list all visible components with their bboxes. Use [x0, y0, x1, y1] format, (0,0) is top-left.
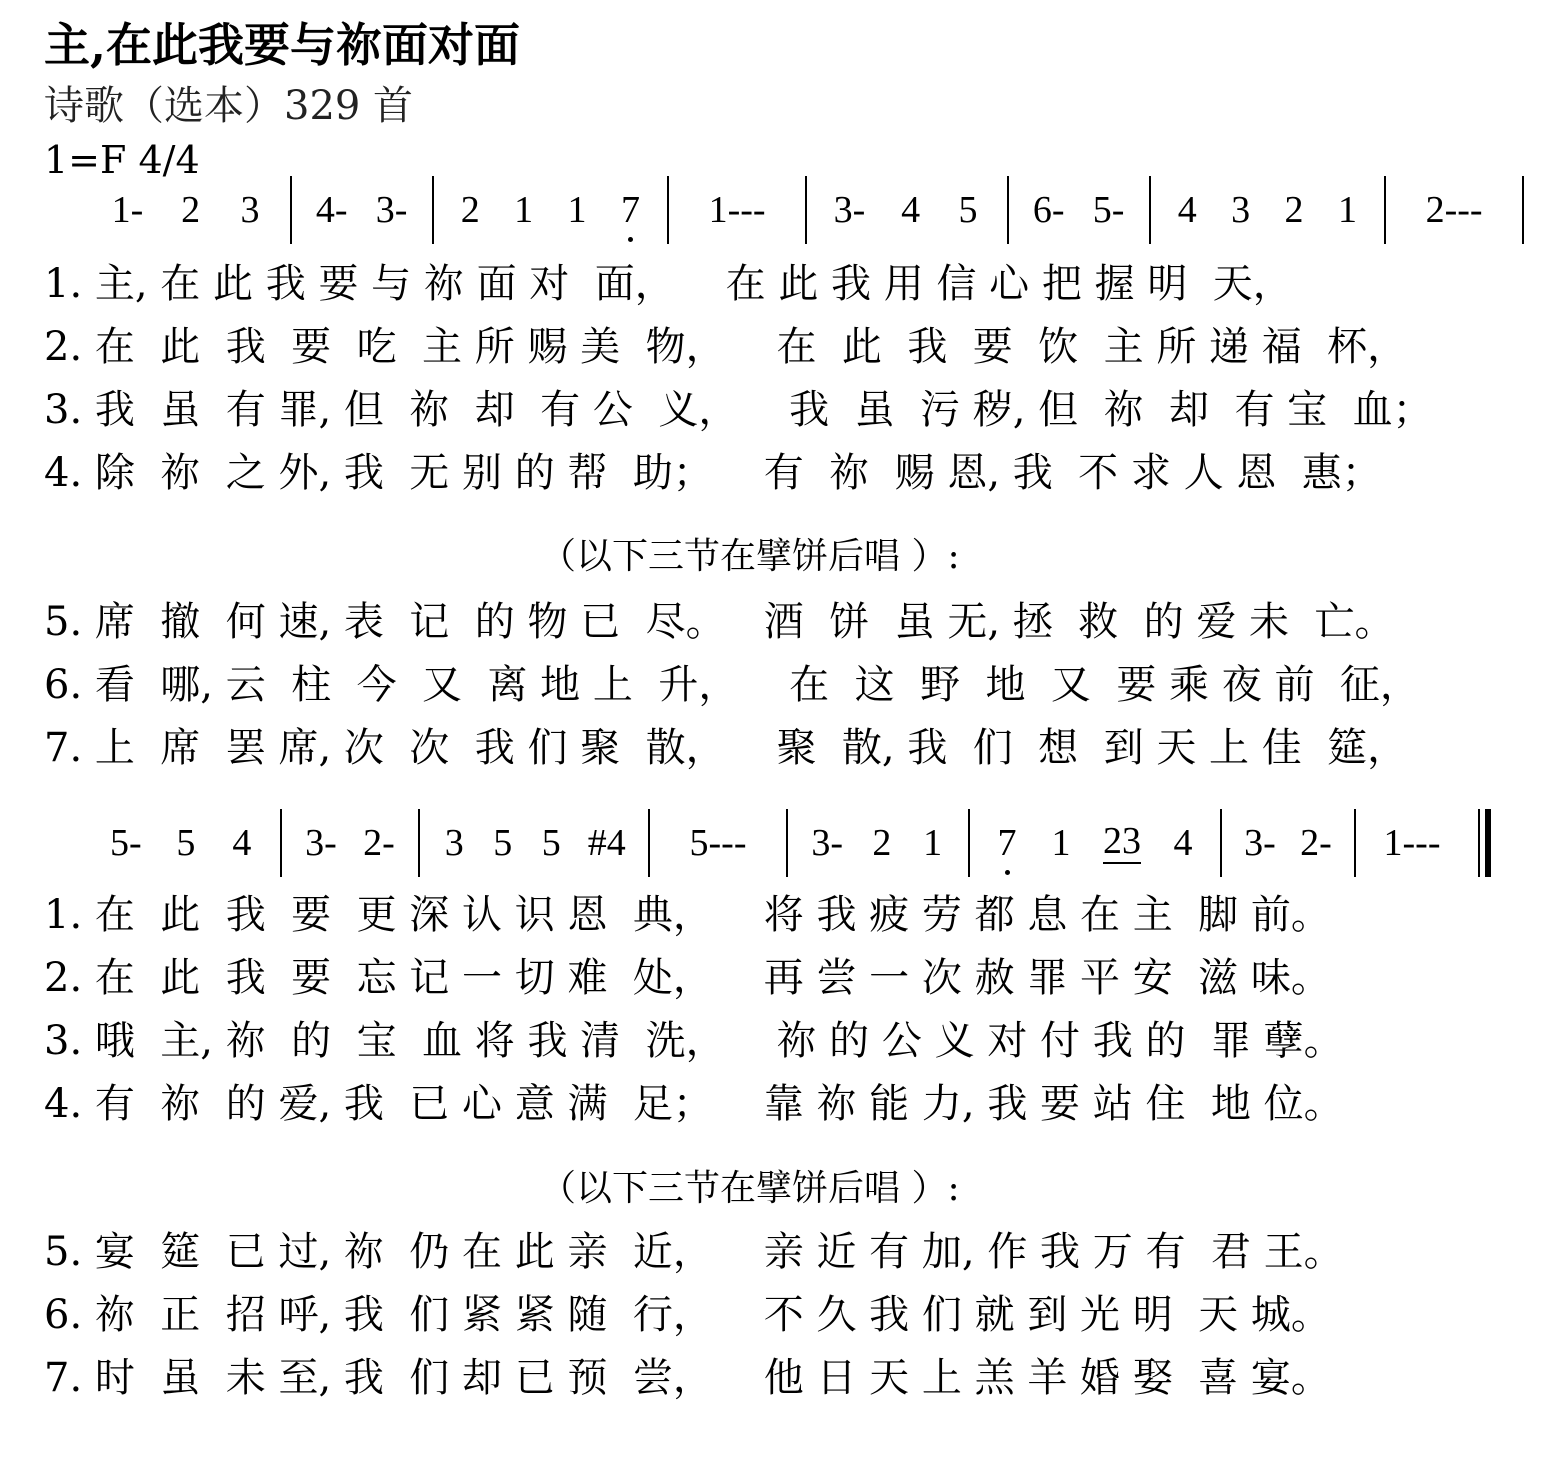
note: 2-	[363, 822, 395, 864]
measure	[1356, 808, 1468, 878]
verse-line: 4. 除 祢 之 外, 我 无 别 的 帮 助； 有 祢 赐 恩, 我 不 求 人 恩 惠；	[44, 450, 1382, 496]
measure	[434, 175, 668, 245]
verse-line: 2. 在 此 我 要 吃 主 所 赐 美 物， 在 此 我 要 饮 主 所 递 福 杯，	[44, 324, 1408, 370]
note: 4	[901, 189, 921, 231]
note: 1-	[111, 189, 144, 231]
measure	[788, 808, 968, 878]
note: 2---	[1425, 189, 1483, 231]
notation-row-1	[84, 175, 1524, 245]
note: 1	[1051, 822, 1071, 864]
note: 5	[176, 822, 196, 864]
note: 6-	[1032, 189, 1065, 231]
note: 3-	[811, 822, 844, 864]
notation-row-2	[84, 808, 1524, 878]
key-signature: 1=F 4/4	[44, 138, 200, 182]
measure	[420, 808, 648, 878]
measure	[1009, 175, 1149, 245]
note: 1	[923, 822, 943, 864]
note: 2-	[1300, 822, 1332, 864]
note: 2	[872, 822, 892, 864]
note: 3-	[1244, 822, 1276, 864]
note: 5-	[110, 822, 142, 864]
measure	[1222, 808, 1354, 878]
note: 3	[444, 822, 464, 864]
note: 1	[1337, 189, 1357, 231]
note: #4	[587, 822, 626, 864]
measure	[669, 175, 805, 245]
note: 2	[460, 189, 480, 231]
verse-line: 5. 宴 筵 已 过, 祢 仍 在 此 亲 近， 亲 近 有 加, 作 我 万 有 君 王。	[44, 1229, 1344, 1275]
note: 3-	[375, 189, 408, 231]
note: 3-	[833, 189, 866, 231]
measure	[292, 175, 432, 245]
verse-line: 6. 祢 正 招 呼, 我 们 紧 紧 随 行， 不 久 我 们 就 到 光 明 天 城。	[44, 1292, 1331, 1338]
note: 4	[1177, 189, 1197, 231]
note: 4-	[315, 189, 348, 231]
note: 2	[1284, 189, 1304, 231]
note: 3	[240, 189, 260, 231]
measure	[650, 808, 786, 878]
note: 1---	[1383, 822, 1441, 864]
verse-line: 6. 看 哪, 云 柱 今 又 离 地 上 升， 在 这 野 地 又 要 乘 夜 前 征，	[44, 662, 1420, 708]
note: 4	[1173, 822, 1193, 864]
measure	[282, 808, 418, 878]
verse-line: 3. 我 虽 有 罪, 但 祢 却 有 公 义， 我 虽 污 秽, 但 祢 却 有 宝 血；	[44, 387, 1433, 433]
hymn-title: 主,在此我要与祢面对面	[44, 18, 521, 72]
note: 1	[514, 189, 534, 231]
measure	[807, 175, 1007, 245]
note-low: 7	[618, 188, 642, 232]
note: 2	[181, 189, 201, 231]
note: 3-	[305, 822, 337, 864]
measure	[1386, 175, 1522, 245]
verse-line: 7. 时 虽 未 至, 我 们 却 已 预 尝， 他 日 天 上 羔 羊 婚 娶 喜 宴。	[44, 1355, 1331, 1401]
verse-line: 4. 有 祢 的 爱, 我 已 心 意 满 足； 靠 祢 能 力, 我 要 站 住 地 位。	[44, 1081, 1344, 1127]
note: 1	[567, 189, 587, 231]
measure	[84, 175, 290, 245]
verse-line: 7. 上 席 罢 席, 次 次 我 们 聚 散， 聚 散, 我 们 想 到 天 上 佳 筵，	[44, 725, 1408, 771]
final-barline	[1478, 809, 1491, 877]
verse-line: 3. 哦 主, 祢 的 宝 血 将 我 清 洗， 祢 的 公 义 对 付 我 的 罪 孽。	[44, 1018, 1344, 1064]
note: 1---	[708, 189, 766, 231]
section-note: （以下三节在擘饼后唱 ）:	[540, 536, 960, 577]
note-eighth-pair: 23	[1103, 820, 1141, 863]
note: 5	[958, 189, 978, 231]
note: 5	[541, 822, 561, 864]
bar-line	[1522, 176, 1524, 244]
note: 5-	[1092, 189, 1125, 231]
note: 5	[493, 822, 513, 864]
note: 5---	[689, 822, 747, 864]
verse-line: 2. 在 此 我 要 忘 记 一 切 难 处， 再 尝 一 次 赦 罪 平 安 滋 味。	[44, 955, 1331, 1001]
measure	[970, 808, 1220, 878]
verse-line: 1. 在 此 我 要 更 深 认 识 恩 典， 将 我 疲 劳 都 息 在 主 脚 前。	[44, 892, 1331, 938]
note: 3	[1231, 189, 1251, 231]
verse-line: 1. 主, 在 此 我 要 与 祢 面 对 面， 在 此 我 用 信 心 把 握 明 天，	[44, 261, 1293, 307]
measure	[84, 808, 280, 878]
hymn-subtitle: 诗歌（选本）329 首	[44, 83, 414, 129]
measure	[1151, 175, 1385, 245]
verse-line: 5. 席 撤 何 速, 表 记 的 物 已 尽。 酒 饼 虽 无, 拯 救 的 爱 未 亡。	[44, 599, 1395, 645]
note-low: 7	[995, 821, 1019, 865]
section-note: （以下三节在擘饼后唱 ）:	[540, 1168, 960, 1209]
note: 4	[232, 822, 252, 864]
